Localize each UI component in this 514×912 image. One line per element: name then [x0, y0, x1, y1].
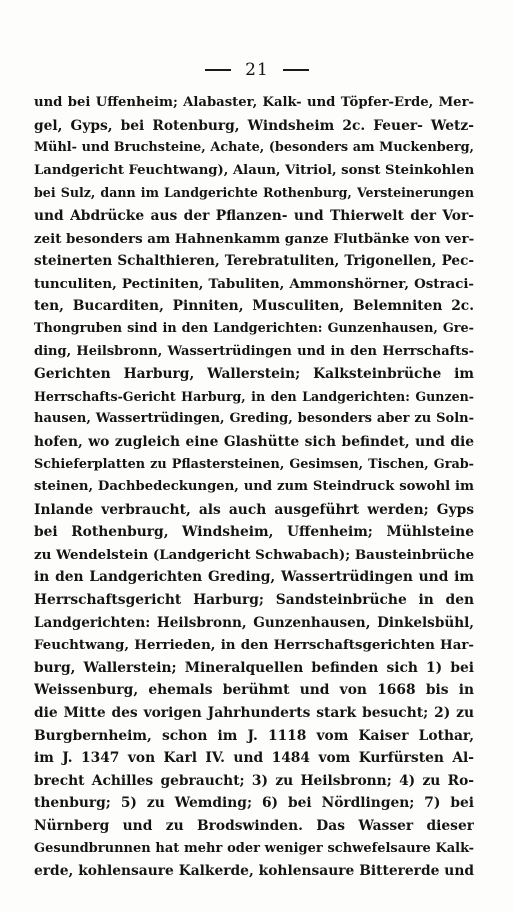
- text-line: bei Rothenburg, Windsheim, Uffenheim; Mühlsteine: [34, 524, 474, 541]
- text-line: Herrschafts-Gericht Harburg, in den Landgerichten: Gunzen-: [34, 388, 474, 404]
- body-text: [34, 92, 474, 883]
- text-line: und bei Uffenheim; Alabaster, Kalk- und Töpfer-Erde, Mer-: [34, 95, 474, 110]
- text-line: burg, Wallerstein; Mineralquellen befinden sich 1) bei: [34, 659, 474, 676]
- text-line: im J. 1347 von Karl IV. und 1484 vom Kurfürsten Al-: [34, 750, 474, 767]
- text-line: in den Landgerichten Greding, Wassertrüdingen und im: [34, 569, 474, 586]
- text-line: die Mitte des vorigen Jahrhunderts stark besucht; 2) zu: [34, 705, 474, 722]
- text-line: Feuchtwang, Herrieden, in den Herrschaftsgerichten Har-: [34, 637, 474, 654]
- text-line: erde, kohlensaure Kalkerde, kohlensaure Bittererde und: [34, 863, 474, 880]
- text-line: zeit besonders am Hahnenkamm ganze Flutbänke von ver-: [34, 230, 474, 247]
- text-line: Gesundbrunnen hat mehr oder weniger schwefelsaure Kalk-: [34, 840, 474, 856]
- text-line: bei Sulz, dann im Landgerichte Rothenburg, Versteinerungen: [34, 185, 474, 201]
- text-line: brecht Achilles gebraucht; 3) zu Heilsbronn; 4) zu Ro-: [34, 772, 474, 789]
- page-header: [0, 60, 514, 80]
- text-line: Inlande verbraucht, als auch ausgeführt werden; Gyps: [34, 501, 474, 518]
- text-line: steinerten Schalthieren, Terebratuliten, Trigonellen, Pec-: [34, 253, 474, 270]
- right-dash: [283, 69, 309, 71]
- text-line: Weissenburg, ehemals berühmt und von 1668 bis in: [34, 682, 474, 699]
- text-line: tunculiten, Pectiniten, Tabuliten, Ammonshörner, Ostraci-: [34, 275, 474, 292]
- text-line: Landgericht Feuchtwang), Alaun, Vitriol, sonst Steinkohlen: [34, 162, 474, 178]
- text-line: Nürnberg und zu Brodswinden. Das Wasser dieser: [34, 818, 474, 834]
- text-line: ten, Bucarditen, Pinniten, Musculiten, Belemniten 2c.: [34, 298, 474, 315]
- text-line: und Abdrücke aus der Pflanzen- und Thierwelt der Vor-: [34, 207, 474, 224]
- text-line: Burgbernheim, schon im J. 1118 vom Kaiser Lothar,: [34, 727, 474, 744]
- text-line: ding, Heilsbronn, Wassertrüdingen und in den Herrschafts-: [34, 343, 474, 359]
- left-dash: [205, 69, 231, 71]
- text-line: thenburg; 5) zu Wemding; 6) bei Nördlingen; 7) bei: [34, 795, 474, 812]
- text-line: steinen, Dachbedeckungen, und zum Steindruck sowohl im: [34, 479, 474, 495]
- text-line: Gerichten Harburg, Wallerstein; Kalksteinbrüche im: [34, 366, 474, 383]
- text-line: hofen, wo zugleich eine Glashütte sich befindet, und die: [34, 433, 474, 450]
- text-line: Landgerichten: Heilsbronn, Gunzenhausen, Dinkelsbühl,: [34, 614, 474, 631]
- text-line: hausen, Wassertrüdingen, Greding, besonders aber zu Soln-: [34, 411, 474, 427]
- text-line: Thongruben sind in den Landgerichten: Gunzenhausen, Gre-: [34, 320, 474, 336]
- text-line: gel, Gyps, bei Rotenburg, Windsheim 2c. Feuer- Wetz-: [34, 117, 474, 134]
- text-line: zu Wendelstein (Landgericht Schwabach); Bausteinbrüche: [34, 546, 474, 563]
- text-line: Schieferplatten zu Pflastersteinen, Gesimsen, Tischen, Grab-: [34, 456, 474, 472]
- text-line: Mühl- und Bruchsteine, Achate, (besonders am Muckenberg,: [34, 140, 474, 156]
- text-line: Herrschaftsgericht Harburg; Sandsteinbrüche in den: [34, 592, 474, 609]
- page-number: 21: [245, 60, 269, 80]
